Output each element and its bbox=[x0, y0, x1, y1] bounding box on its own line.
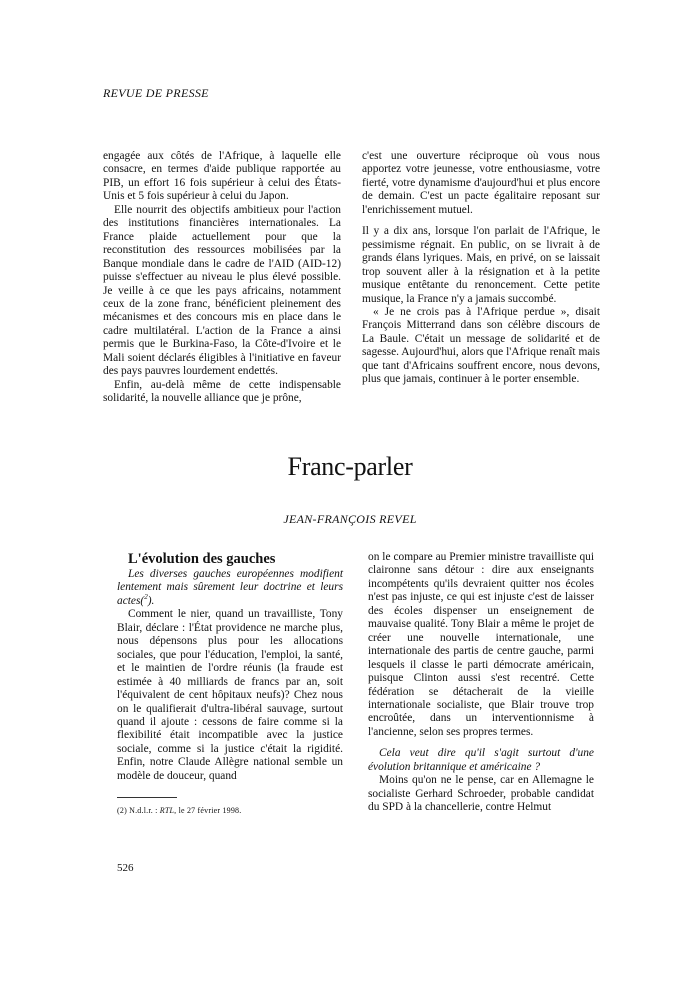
running-head: REVUE DE PRESSE bbox=[103, 86, 209, 100]
paragraph: Enfin, au-delà même de cette indispensable solidarité, la nouvelle alliance que je prône, bbox=[103, 378, 341, 405]
lead-text: Les diverses gauches européennes modifient lentement mais sûrement leur doctrine et leurs actes( bbox=[117, 568, 343, 607]
article-lead bbox=[117, 568, 343, 608]
interview-question: Cela veut dire qu'il s'agit surtout d'une évolution britannique et américaine ? bbox=[368, 747, 594, 773]
paragraph: Il y a dix ans, lorsque l'on parlait de l'Afrique, le pessimisme régnait. En public, on se livrait à de grands élans lyriques. Mais, en privé, on se laissait trop souvent aller à la résignation et à la petite musique entêtante du renoncement. Cette petite musique, la France n'y a jamais succombé. bbox=[362, 225, 600, 305]
footnote-marker: (2) N.d.l.r. : bbox=[117, 806, 160, 815]
paragraph: c'est une ouverture réciproque où vous nous apportez votre jeunesse, votre enthousiasme, votre fierté, votre dynamisme d'aujourd'hui et plus encore de demain. C'est un pacte égalitaire reposant sur l'enrichissement mutuel. bbox=[362, 150, 600, 216]
footnote-reference: 2 bbox=[144, 593, 148, 602]
paragraph: Elle nourrit des objectifs ambitieux pour l'action des institutions financières internationales. La France plaide actuellement pour que la reconstitution des ressources mobilisées par la Banque mondiale dans le cadre de l'AID (AID-12) puisse s'effectuer au niveau le plus élevé possible. Je veille à ce que les pays africains, notamment ceux de la zone franc, bénéficient pleinement des mécanismes et des concours mis en place dans le cadre multilatéral. L'action de la France a ainsi permis que le Burkina-Faso, la Côte-d'Ivoire et le Mali soient déclarés éligibles à l'initiative en faveur des pays pauvres lourdement endettés. bbox=[103, 203, 341, 378]
article-left-column bbox=[117, 551, 343, 783]
article-end-left-column bbox=[103, 150, 341, 406]
paragraph: « Je ne crois pas à l'Afrique perdue », disait François Mitterrand dans son célèbre discours de La Baule. C'était un message de solidarité et de sagesse. Aujourd'hui, alors que l'Afrique renaît mais que tant d'Africains souffrent encore, nous devons, plus que jamais, continuer à le porter ensemble. bbox=[362, 305, 600, 386]
footnote bbox=[117, 806, 241, 815]
paragraph: on le compare au Premier ministre travailliste qui claironne sans détour : dire aux enseignants incompétents qu'ils devraient quitter nos écoles n'est pas injuste, ce qui est injuste c'est de laisser des écoles dispenser un enseignement de mauvaise qualité. Tony Blair a même le projet de créer une nouvelle internationale, une internationale des partis de centre gauche, parmi lesquels il classe le parti démocrate américain, puisque Clinton aussi s'est recentré. Cette fédération se détacherait de la vieille internationale socialiste, que Blair trouve trop encroûtée, dans un interventionnisme à l'ancienne, selon ses propres termes. bbox=[368, 551, 594, 738]
paragraph: Comment le nier, quand un travailliste, Tony Blair, déclare : l'État providence ne marche plus, nous dépensons plus pour les allocations sociales, que pour l'éducation, l'emploi, la santé, et le maintien de l'ordre réunis (la fraude est estimée à 40 milliards de francs par an, soit l'équivalent de cent hôpitaux neufs)? Chez nous on le qualifierait d'ultra-libéral sauvage, surtout quand il ajoute : cessons de faire comme si la flexibilité était incompatible avec la justice sociale, comme si la justice c'était la rigidité. Enfin, notre Claude Allègre national semble un modèle de douceur, quand bbox=[117, 608, 343, 782]
article-end-right-column bbox=[362, 150, 600, 387]
footnote-source: RTL bbox=[159, 806, 175, 815]
paragraph: Moins qu'on ne le pense, car en Allemagne le socialiste Gerhard Schroeder, probable candidat du SPD à la chancellerie, contre Helmut bbox=[368, 774, 594, 814]
page-number: 526 bbox=[117, 862, 134, 874]
paragraph: engagée aux côtés de l'Afrique, à laquelle elle consacre, en termes d'aide publique rapportée au PIB, un effort 16 fois supérieur à celui des États-Unis et 5 fois supérieur à celui du Japon. bbox=[103, 150, 341, 203]
section-title: Franc-parler bbox=[287, 452, 413, 481]
footnote-divider bbox=[117, 797, 177, 798]
article-subhead: L'évolution des gauches bbox=[128, 551, 276, 567]
author-byline: JEAN-FRANÇOIS REVEL bbox=[283, 512, 417, 526]
footnote-date: , le 27 février 1998. bbox=[174, 806, 242, 815]
lead-close: ). bbox=[147, 594, 155, 607]
article-right-column bbox=[368, 551, 594, 815]
